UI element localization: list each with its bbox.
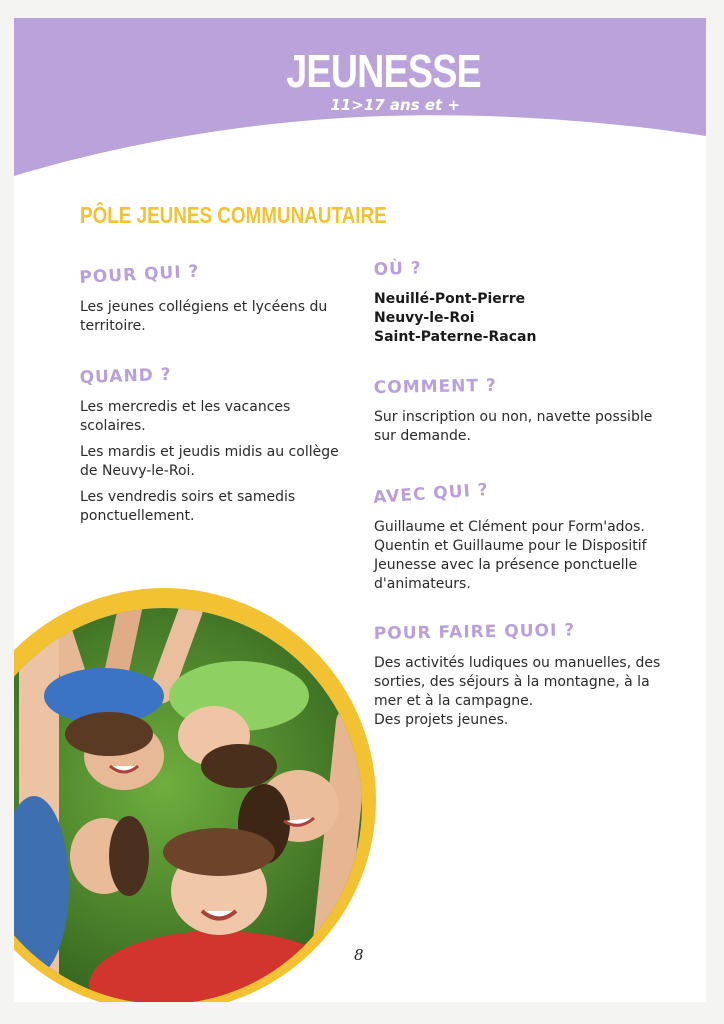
avec-qui-text: Guillaume et Clément pour Form'ados. Quentin et Guillaume pour le Dispositif Jeunesse avec la présence ponctuelle d'animateurs. [374,519,647,592]
avec-qui-block [372,479,664,601]
youth-group-photo [14,556,384,1002]
comment-text: Sur inscription ou non, navette possible sur demande. [374,409,653,444]
comment-block [373,375,664,453]
age-range-subtitle: 11>17 ans et + [330,96,460,114]
ou-heading: OÙ ? [373,258,423,280]
pour-faire-quoi-heading: POUR FAIRE QUOI ? [373,620,576,644]
quand-line: Les mercredis et les vacances scolaires. [80,399,291,434]
ou-block [374,260,664,347]
page-title: JEUNESSE [286,45,481,97]
pour-qui-heading: POUR QUI ? [78,261,200,288]
activities-text: Des projets jeunes. [374,712,509,728]
comment-heading: COMMENT ? [373,375,497,398]
page-number: 8 [354,946,364,964]
section-title: PÔLE JEUNES COMMUNAUTAIRE [80,202,387,228]
brochure-page [14,18,706,1002]
quand-heading: QUAND ? [79,364,172,388]
quand-line: Les vendredis soirs et samedis ponctuellement. [80,489,296,524]
pour-faire-quoi-block [373,620,664,737]
place-name: Neuvy-le-Roi [374,310,475,326]
activities-text: Des activités ludiques ou manuelles, des sorties, des séjours à la montagne, à la mer et à la campagne. [374,655,661,709]
header-band [14,18,706,178]
place-name: Neuillé-Pont-Pierre [374,291,526,307]
place-name: Saint-Paterne-Racan [374,329,537,345]
quand-line: Les mardis et jeudis midis au collège de Neuvy-le-Roi. [80,444,339,479]
avec-qui-heading: AVEC QUI ? [372,479,490,508]
pour-qui-block [78,261,350,343]
pour-qui-text: Les jeunes collégiens et lycéens du territoire. [80,299,328,334]
quand-block [79,364,350,533]
